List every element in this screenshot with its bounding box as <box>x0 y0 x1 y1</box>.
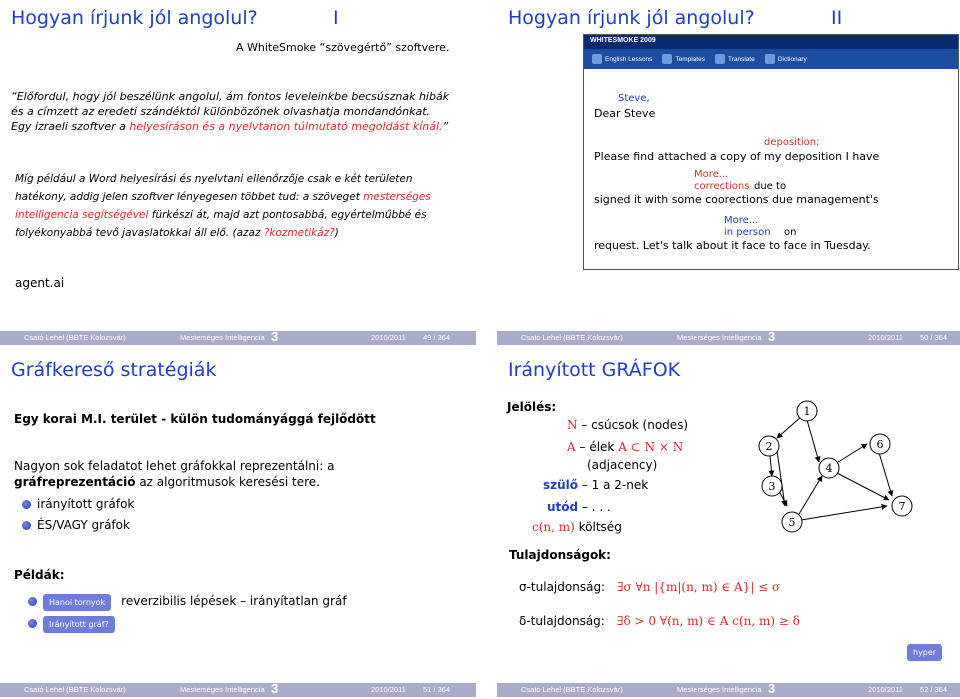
edge-5-7 <box>801 506 887 520</box>
translate-icon <box>715 54 725 64</box>
slide-52 <box>497 352 960 697</box>
list-item: ÉS/VAGY gráfok <box>22 518 130 533</box>
properties-label: Tulajdonságok: <box>509 548 611 562</box>
sigma-property-label: σ-tulajdonság: <box>519 580 606 594</box>
edge-1-4 <box>807 420 819 462</box>
app-titlebar: WHITESMOKE 2009 <box>584 35 958 49</box>
hyper-link-button[interactable]: hyper <box>907 644 942 661</box>
notation-cost: c(n, m) költség <box>532 520 622 534</box>
slide-heading: Egy korai M.I. terület - külön tudományággá fejlődött <box>14 412 376 426</box>
notation-label: Jelölés: <box>507 400 557 414</box>
directed-graph-link-button[interactable]: Irányított gráf? <box>43 616 115 633</box>
node-label: 4 <box>825 462 833 475</box>
suggestion-steve: Steve, <box>618 93 650 104</box>
templates-icon <box>662 54 672 64</box>
bullet-icon <box>22 521 31 530</box>
examples-label: Példák: <box>14 568 65 582</box>
whitesmoke-screenshot <box>583 34 959 270</box>
doc-line-3: request. Let's talk about it face to face in Tuesday. <box>594 239 871 252</box>
bullet-icon <box>28 597 37 606</box>
doc-line-2: signed it with some coorections due management's <box>594 193 879 206</box>
node-label: 2 <box>765 440 773 453</box>
slide-49 <box>0 0 476 345</box>
bullet-icon <box>22 500 31 509</box>
example-1: Hanoi tornyok reverzibilis lépések – irányítatlan gráf <box>28 594 347 611</box>
suggestion-in-person: in person <box>724 227 771 238</box>
quote-paragraph: “Előfordul, hogy jól beszélünk angolul, ám fontos leveleinkbe becsúsznak hibák és a címzett az eredeti szándéktól különbözőnek olvashatja mondandónkat. Egy izraeli szoftver a helyesíráson és a nyelvtanon túlmutató megoldást kínál.” <box>11 90 450 133</box>
doc-line-1: Please find attached a copy of my deposition I have <box>594 150 880 163</box>
node-label: 1 <box>803 405 811 418</box>
slide-footer: Csató Lehel (BBTE Kolozsvár) Mesterséges Intelligencia 3 2010/2011 49 / 364 <box>0 331 476 345</box>
suggestion-more-1: More... <box>694 169 729 180</box>
intro-paragraph: Nagyon sok feladatot lehet gráfokkal reprezentálni: a gráfreprezentáció az algoritmusok keresési tere. <box>14 459 335 489</box>
slide-footer: Csató Lehel (BBTE Kolozsvár) Mesterséges Intelligencia 3 2010/2011 52 / 364 <box>497 683 960 697</box>
edge-2-3 <box>770 456 772 476</box>
suggestion-more-2: More... <box>724 215 759 226</box>
hanoi-link-button[interactable]: Hanoi tornyok <box>43 594 111 611</box>
edge-4-6 <box>835 444 867 464</box>
suggestion-deposition: deposition; <box>764 137 820 148</box>
slide-title: Gráfkereső stratégiák <box>11 359 217 381</box>
notation-nodes: N – csúcsok (nodes) <box>567 418 689 432</box>
node-label: 6 <box>876 438 884 451</box>
example-2 <box>28 616 115 633</box>
source-label: agent.ai <box>15 276 65 290</box>
slide-title: Hogyan írjunk jól angolul? <box>508 7 755 29</box>
suggestion-on: on <box>784 227 797 238</box>
notation-edges: A – élek A ⊂ N × N <box>567 440 684 454</box>
lessons-icon <box>592 54 602 64</box>
tab-english-lessons[interactable]: English Lessons <box>592 54 652 64</box>
notation-child: utód – . . . <box>547 500 611 514</box>
edge-5-4 <box>799 476 822 514</box>
delta-property-label: δ-tulajdonság: <box>519 614 605 628</box>
edge-4-7 <box>835 472 889 500</box>
list-item: irányított gráfok <box>22 497 134 512</box>
app-toolbar <box>584 49 958 69</box>
doc-salutation: Dear Steve <box>594 107 656 120</box>
node-label: 5 <box>788 516 796 529</box>
sigma-property-formula: ∃σ ∀n |{m|(n, m) ∈ A}| ≤ σ <box>617 580 781 594</box>
slide-51 <box>0 352 476 697</box>
notation-parent: szülő – 1 a 2-nek <box>543 478 649 492</box>
tab-templates[interactable]: Templates <box>662 54 705 64</box>
slide-title: Irányított GRÁFOK <box>508 359 681 381</box>
edge-1-2 <box>777 416 802 438</box>
graph-diagram <box>747 396 960 546</box>
slide-footer: Csató Lehel (BBTE Kolozsvár) Mesterséges Intelligencia 3 2010/2011 50 / 364 <box>497 331 960 345</box>
slide-footer: Csató Lehel (BBTE Kolozsvár) Mesterséges Intelligencia 3 2010/2011 51 / 364 <box>0 683 476 697</box>
notation-adjacency: (adjacency) <box>587 458 658 472</box>
dictionary-icon <box>765 54 775 64</box>
slide-title-number: I <box>333 7 339 29</box>
slide-subtitle: A WhiteSmoke “szövegértő” szoftvere. <box>236 41 450 54</box>
slide-title: Hogyan írjunk jól angolul? <box>11 7 258 29</box>
tab-translate[interactable]: Translate <box>715 54 755 64</box>
slide-50 <box>497 0 960 345</box>
bullet-icon <box>28 619 37 628</box>
tab-dictionary[interactable]: Dictionary <box>765 54 807 64</box>
suggestion-corrections: corrections <box>694 181 750 192</box>
node-label: 3 <box>768 480 776 493</box>
description-paragraph: Míg például a Word helyesírási és nyelvtani ellenőrzője csak e két területen hatékony, addig jelen szoftver lényegesen többet tud: a szöveget mesterséges intelligencia segítségével fürkészi át, majd azt pontosabbá, egyértelműbbé és folyékonyabbá tevő javaslatokkal áll elő. (azaz ?kozmetikáz?) <box>15 173 431 239</box>
suggestion-due-to: due to <box>754 181 787 192</box>
slide-title-number: II <box>831 7 843 29</box>
delta-property-formula: ∃δ > 0 ∀(n, m) ∈ A c(n, m) ≥ δ <box>617 614 800 628</box>
node-label: 7 <box>898 500 906 513</box>
